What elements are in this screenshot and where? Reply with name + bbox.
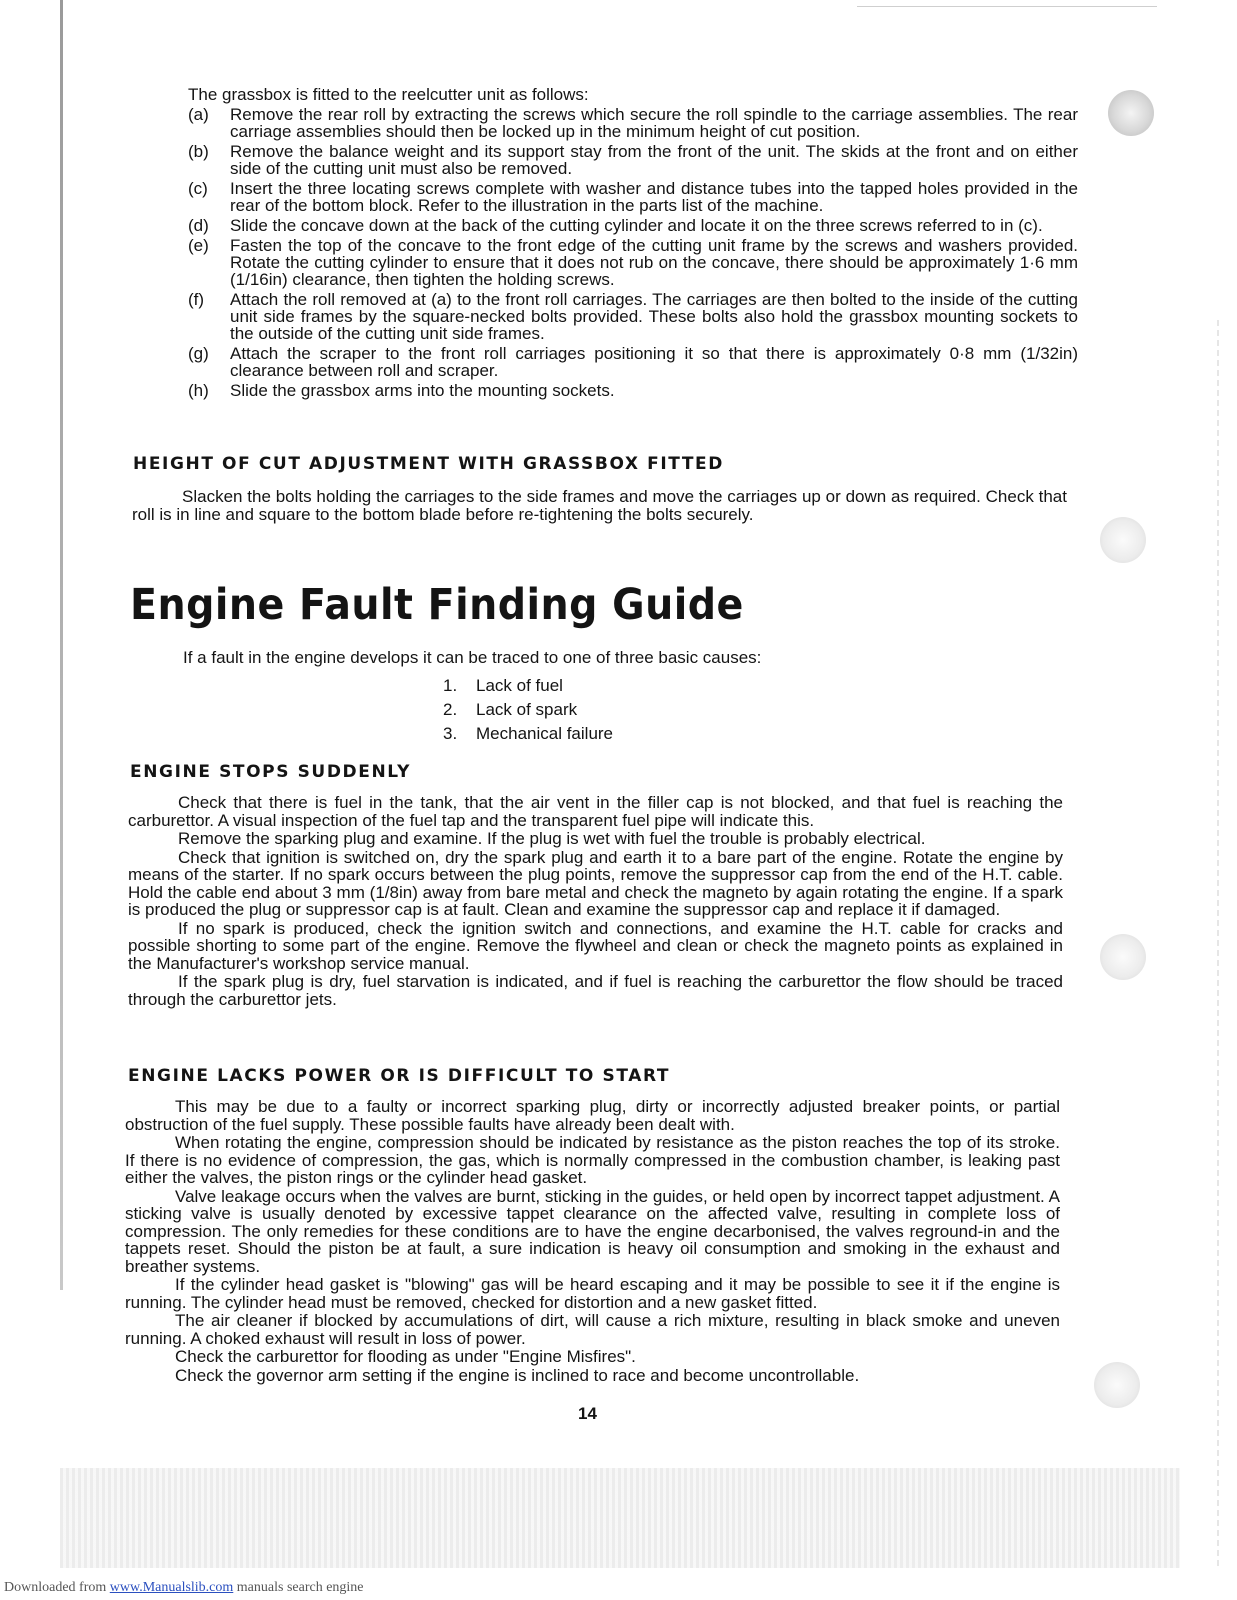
- footer-suffix: manuals search engine: [236, 1580, 364, 1595]
- paragraph: If no spark is produced, check the ignition switch and connections, and examine the H.T. cable for cracks and possible shorting to some part of the engine. Remove the flywheel and clean or check the magneto points as explained in the Manufacturer's workshop service manual.: [128, 918, 1063, 973]
- punch-hole-3: [1100, 934, 1146, 980]
- step-text: Remove the rear roll by extracting the screws which secure the roll spindle to the carriage assemblies. The rear carriage assemblies should then be locked up in the minimum height of cut position.: [230, 105, 1078, 141]
- list-item: [443, 698, 613, 722]
- stops-section-heading: ENGINE STOPS SUDDENLY: [130, 762, 411, 782]
- step-marker: (d): [188, 216, 209, 235]
- cause-number: 1.: [443, 676, 458, 695]
- step-text: Attach the roll removed at (a) to the front roll carriages. The carriages are then bolted to the inside of the cutting unit side frames by the square-necked bolts provided. These bolts also hold the grassbox mounting sockets to the outside of the cutting unit side frames.: [230, 290, 1078, 343]
- footer-prefix: Downloaded from: [4, 1580, 107, 1595]
- step-text: Remove the balance weight and its support stay from the front of the unit. The skids at the front and on either side of the cutting unit must also be removed.: [230, 142, 1078, 178]
- step-marker: (f): [188, 290, 205, 309]
- list-item: [443, 674, 613, 698]
- scan-artifact-band: [60, 1468, 1180, 1568]
- paragraph: Remove the sparking plug and examine. If the plug is wet with fuel the trouble is probably electrical.: [178, 829, 926, 848]
- paragraph: Check that ignition is switched on, dry the spark plug and earth it to a bare part of the engine. Rotate the engine by means of the starter. If no spark occurs between the plug points, remove the suppressor cap from the end of the H.T. cable. Hold the cable end about 3 mm (1/8in) away from bare metal and check the magneto by again rotating the engine. If a spark is produced the plug or suppressor cap is at fault. Clean and examine the suppressor cap and replace it if damaged.: [128, 847, 1063, 919]
- causes-list: [443, 674, 613, 746]
- paragraph: If the cylinder head gasket is "blowing" gas will be heard escaping and it may be possible to see it if the engine is running. The cylinder head must be removed, checked for distortion and a new gasket fitted.: [125, 1275, 1060, 1312]
- list-item: [443, 722, 613, 746]
- step-item: [188, 237, 1078, 288]
- step-marker: (e): [188, 236, 209, 255]
- paragraph: When rotating the engine, compression should be indicated by resistance as the piston reaches the top of its stroke. If there is no evidence of compression, the gas, which is normally compressed in the combustion chamber, is leaking past either the valves, the piston rings or the cylinder head gasket.: [125, 1133, 1060, 1187]
- step-item: [188, 291, 1078, 342]
- grassbox-steps: [188, 106, 1078, 402]
- cause-text: Lack of spark: [476, 700, 578, 719]
- cause-text: Lack of fuel: [476, 676, 563, 695]
- power-section-body: [125, 1098, 1060, 1384]
- step-marker: (h): [188, 381, 209, 400]
- step-item: [188, 382, 1078, 399]
- paragraph: If the spark plug is dry, fuel starvation is indicated, and if fuel is reaching the carburettor the flow should be traced through the carburettor jets.: [128, 972, 1063, 1009]
- paragraph: Check the governor arm setting if the engine is inclined to race and become uncontrollable.: [175, 1365, 860, 1385]
- paragraph: The air cleaner if blocked by accumulations of dirt, will cause a rich mixture, resulting in black smoke and uneven running. A choked exhaust will result in loss of power.: [125, 1311, 1060, 1348]
- guide-lead: If a fault in the engine develops it can be traced to one of three basic causes:: [183, 648, 762, 667]
- scan-edge-right: [1217, 320, 1219, 1570]
- height-section-paragraph: Slacken the bolts holding the carriages to the side frames and move the carriages up or down as required. Check that roll is in line and square to the bottom blade before re-tightening the bolts securely.: [132, 487, 1067, 524]
- step-text: Fasten the top of the concave to the front edge of the cutting unit frame by the screws and washers provided. Rotate the cutting cylinder to ensure that it does not rub on the concave, there should be approximately 1·6 mm (1/16in) clearance, then tighten the holding screws.: [230, 236, 1078, 289]
- step-marker: (c): [188, 179, 208, 198]
- height-section-heading: HEIGHT OF CUT ADJUSTMENT WITH GRASSBOX FITTED: [133, 454, 724, 474]
- step-text: Slide the concave down at the back of the cutting cylinder and locate it on the three screws referred to in (c).: [230, 216, 1043, 235]
- step-item: [188, 345, 1078, 379]
- paragraph: Check the carburettor for flooding as under "Engine Misfires".: [175, 1347, 636, 1366]
- step-item: [188, 180, 1078, 214]
- punch-hole-2: [1100, 517, 1146, 563]
- step-marker: (b): [188, 142, 209, 161]
- grassbox-intro: The grassbox is fitted to the reelcutter unit as follows:: [188, 85, 589, 104]
- cause-text: Mechanical failure: [476, 724, 614, 743]
- paragraph: Valve leakage occurs when the valves are burnt, sticking in the guides, or held open by incorrect tappet adjustment. A sticking valve is usually denoted by excessive tappet clearance on the affected valve, resulting in complete loss of compression. The only remedies for these conditions are to have the engine decarbonised, the valves reground-in and the tappets reset. Should the piston be at fault, a sure indication is heavy oil consumption and smoking in the exhaust and breather systems.: [125, 1186, 1060, 1276]
- manualslib-link[interactable]: www.Manualslib.com: [109, 1580, 234, 1595]
- paragraph: Check that there is fuel in the tank, that the air vent in the filler cap is not blocked, and that fuel is reaching the carburettor. A visual inspection of the fuel tap and the transparent fuel pipe will indicate this.: [128, 793, 1063, 830]
- page-title: Engine Fault Finding Guide: [130, 580, 744, 630]
- step-item: [188, 143, 1078, 177]
- punch-hole-4: [1094, 1362, 1140, 1408]
- scan-edge-top: [857, 6, 1157, 7]
- step-marker: (a): [188, 105, 209, 124]
- stops-section-body: [128, 794, 1063, 1008]
- step-text: Attach the scraper to the front roll carriages positioning it so that there is approximately 0·8 mm (1/32in) clearance between roll and scraper.: [230, 344, 1078, 380]
- power-section-heading: ENGINE LACKS POWER OR IS DIFFICULT TO START: [128, 1066, 671, 1086]
- step-text: Slide the grassbox arms into the mounting sockets.: [230, 381, 615, 400]
- download-footer: [4, 1580, 364, 1596]
- step-item: [188, 217, 1078, 234]
- step-marker: (g): [188, 344, 209, 363]
- paragraph: This may be due to a faulty or incorrect sparking plug, dirty or incorrectly adjusted breaker points, or partial obstruction of the fuel supply. These possible faults have already been dealt with.: [125, 1097, 1060, 1134]
- step-item: [188, 106, 1078, 140]
- height-section-body: [132, 488, 1067, 523]
- scan-edge-left: [60, 0, 63, 1290]
- step-text: Insert the three locating screws complete with washer and distance tubes into the tapped holes provided in the rear of the bottom block. Refer to the illustration in the parts list of the machine.: [230, 179, 1078, 215]
- cause-number: 3.: [443, 724, 458, 743]
- punch-hole-1: [1108, 90, 1154, 136]
- page-number: 14: [578, 1404, 597, 1423]
- cause-number: 2.: [443, 700, 458, 719]
